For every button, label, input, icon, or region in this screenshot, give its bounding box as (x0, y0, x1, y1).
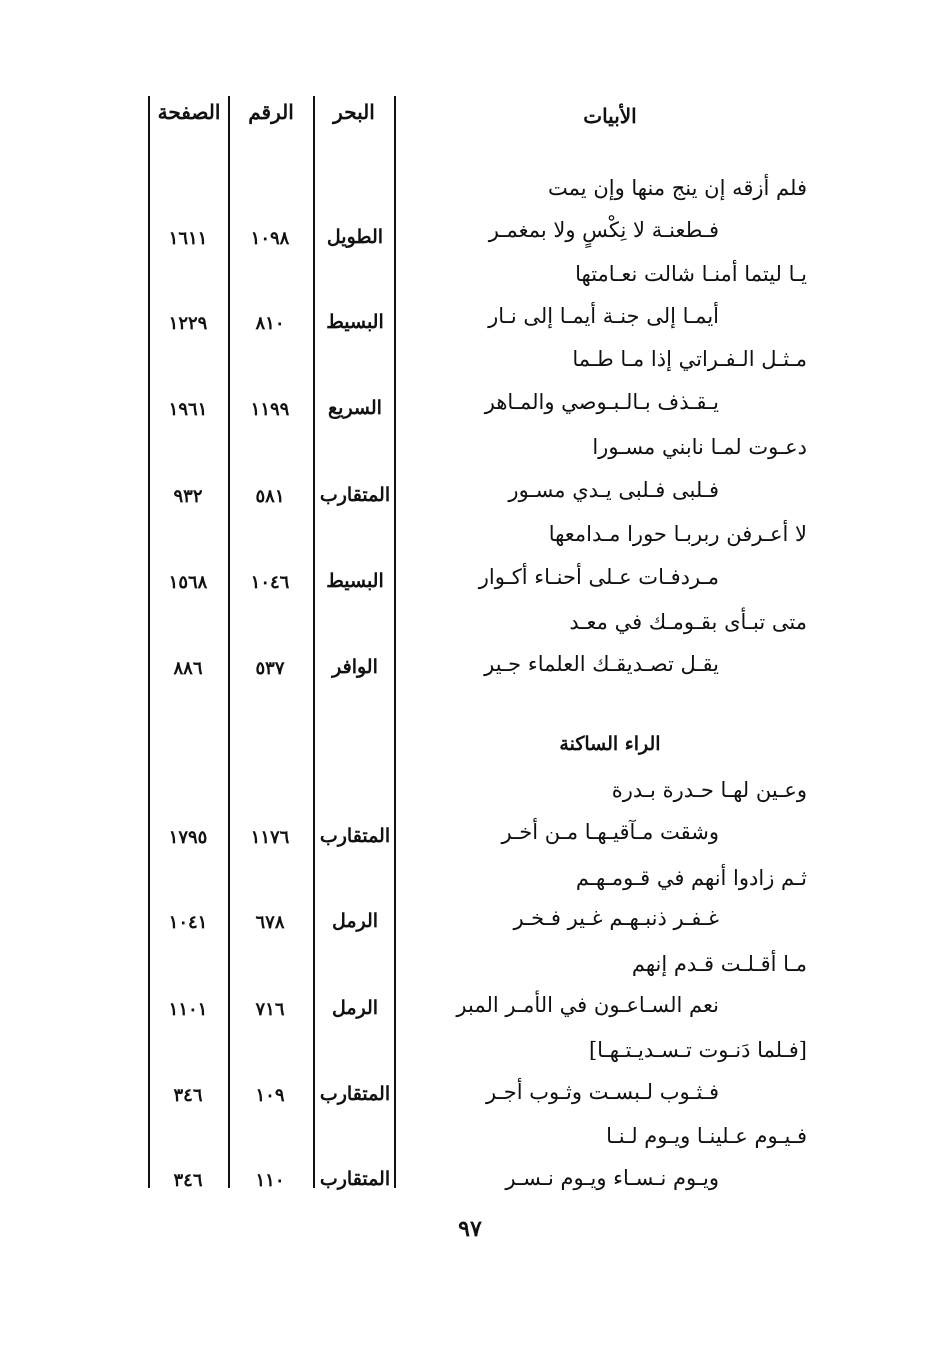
number-cell: ٨١٠ (255, 313, 285, 334)
verse-second-hemistich: أيمـا إلى جنـة أيمـا إلى نـار (488, 304, 719, 328)
number-cell: ٧١٦ (255, 999, 285, 1020)
verse-second-hemistich: فـلبى فـلبى يـدي مسـور (508, 478, 719, 502)
page-cell: ١٩٦١ (168, 399, 208, 420)
verse-second-hemistich: يـقـذف بـالـبـوصي والمـاهر (484, 390, 719, 414)
verse-first-hemistich: [فـلما دَنـوت تـسـديـتـهـا] (588, 1038, 807, 1062)
header-verses: الأبيات (583, 104, 637, 128)
meter-cell: المتقارب (319, 1083, 391, 1105)
verse-first-hemistich: فلم أزقه إن ينج منها وإن يمت (548, 176, 807, 200)
meter-cell: البسيط (326, 570, 384, 592)
verse-second-hemistich: نعم السـاعـون في الأمـر المبر (456, 993, 719, 1017)
column-divider (313, 96, 315, 1188)
number-cell: ٦٧٨ (255, 912, 285, 933)
meter-cell: الرمل (331, 910, 379, 932)
column-divider (148, 96, 150, 1188)
verse-first-hemistich: وعـين لهـا حـدرة بـدرة (611, 778, 807, 802)
meter-cell: الطويل (326, 226, 384, 248)
verse-second-hemistich: ويـوم نـسـاء ويـوم نـسـر (505, 1166, 719, 1190)
column-divider (394, 96, 396, 1188)
number-cell: ١٠٩ (255, 1085, 285, 1106)
number-cell: ١٠٩٨ (250, 228, 290, 249)
number-cell: ١١٠ (255, 1170, 285, 1191)
verse-first-hemistich: مـثـل الـفـراتي إذا مـا طـما (572, 347, 807, 371)
verse-second-hemistich: غـفـر ذنبـهـم غـير فـخـر (513, 906, 719, 930)
page-cell: ١٧٩٥ (168, 827, 208, 848)
header-page: الصفحة (157, 100, 221, 124)
verse-first-hemistich: لا أعـرفن ربربـا حورا مـدامعها (548, 522, 807, 546)
page-cell: ٩٣٢ (173, 486, 203, 507)
verse-second-hemistich: يقـل تصـديقـك العلماء جـير (484, 652, 719, 676)
number-cell: ١١٧٦ (250, 827, 290, 848)
meter-cell: الرمل (331, 997, 379, 1019)
verse-first-hemistich: ثـم زادوا أنهم في قـومـهـم (575, 866, 807, 890)
page-cell: ٨٨٦ (173, 658, 203, 679)
meter-cell: المتقارب (319, 484, 391, 506)
verse-first-hemistich: متى تبـأى بقـومـك في معـد (569, 610, 807, 634)
verse-second-hemistich: وشقت مـآقيـهـا مـن أخـر (501, 820, 719, 844)
number-cell: ١١٩٩ (250, 399, 290, 420)
number-cell: ٥٣٧ (255, 658, 285, 679)
number-cell: ١٠٤٦ (250, 572, 290, 593)
page-cell: ١١٠١ (168, 999, 208, 1020)
verse-first-hemistich: فـيـوم عـلينـا ويـوم لـنـا (606, 1124, 807, 1148)
meter-cell: المتقارب (319, 825, 391, 847)
verse-second-hemistich: مـردفـات عـلى أحنـاء أكـوار (478, 565, 719, 589)
column-divider (228, 96, 230, 1188)
meter-cell: البسيط (326, 311, 384, 333)
page-number: ٩٧ (458, 1216, 482, 1242)
verse-first-hemistich: دعـوت لمـا نابني مسـورا (592, 435, 807, 459)
header-number: الرقم (248, 100, 294, 124)
page-cell: ١٥٦٨ (168, 572, 208, 593)
section-title: الراء الساكنة (559, 733, 661, 755)
meter-cell: السريع (328, 397, 382, 419)
verse-first-hemistich: يـا ليتما أمنـا شالت نعـامتها (575, 262, 807, 286)
page-cell: ٣٤٦ (173, 1085, 203, 1106)
header-meter: البحر (333, 100, 375, 124)
page-cell: ١٠٤١ (168, 912, 208, 933)
meter-cell: الوافر (332, 656, 378, 678)
page-cell: ١٦١١ (168, 228, 208, 249)
page-cell: ٣٤٦ (173, 1170, 203, 1191)
verse-first-hemistich: مـا أقـلـت قـدم إنهم (631, 952, 807, 976)
number-cell: ٥٨١ (255, 486, 285, 507)
verse-second-hemistich: فـثـوب لـبسـت وثـوب أجـر (485, 1080, 719, 1104)
verse-second-hemistich: فـطعنـة لا نِكْسٍ ولا بمغمـر (488, 218, 719, 242)
page-cell: ١٢٢٩ (168, 313, 208, 334)
meter-cell: المتقارب (319, 1168, 391, 1190)
